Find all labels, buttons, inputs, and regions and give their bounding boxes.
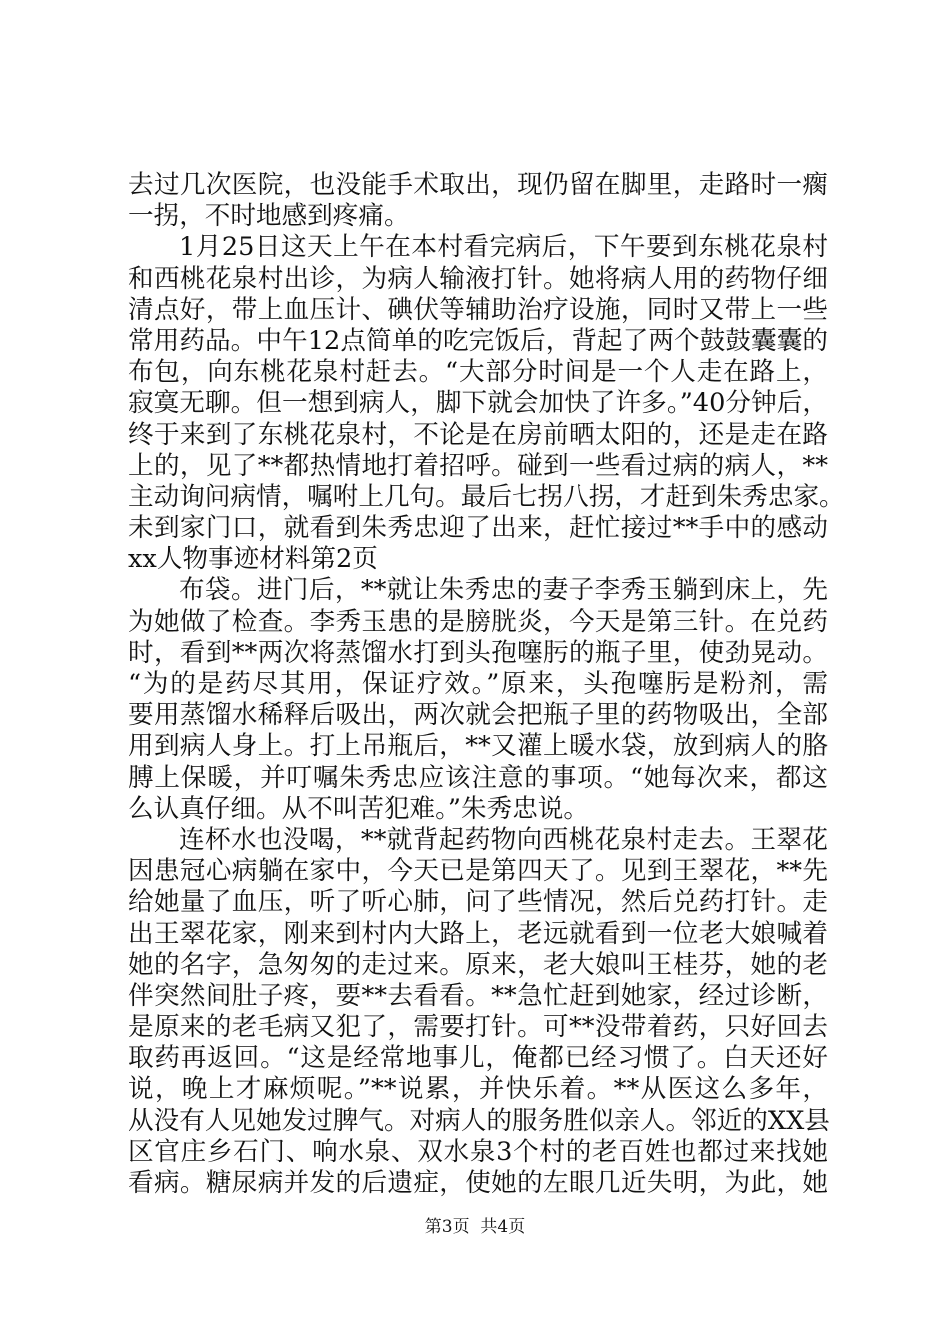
text-line: 未到家门口，就看到朱秀忠迎了出来，赶忙接过**手中的感动 (128, 513, 828, 544)
paragraph-2 (128, 232, 845, 575)
text-line: 寂寞无聊。但一想到病人，脚下就会加快了许多。”40分钟后， (128, 388, 828, 419)
text-line: 去过几次医院，也没能手术取出，现仍留在脚里，走路时一瘸 (128, 170, 828, 200)
paragraph-4 (128, 825, 828, 1199)
text-line: 因患冠心病躺在家中，今天已是第四天了。见到王翠花，**先 (128, 856, 828, 887)
text-line: 连杯水也没喝，**就背起药物向西桃花泉村走去。王翠花 (179, 824, 828, 855)
text-line: 给她量了血压，听了听心肺，问了些情况，然后兑药打针。走 (128, 887, 828, 918)
text-line: xx人物事迹材料第2页 (128, 544, 378, 575)
text-line: “为的是药尽其用，保证疗效。”原来，头孢噻肟是粉剂，需 (128, 669, 828, 699)
paragraph-1 (128, 170, 828, 232)
text-line: 清点好，带上血压计、碘伏等辅助治疗设施，同时又带上一些 (128, 294, 828, 325)
text-line: 么认真仔细。从不叫苦犯难。”朱秀忠说。 (128, 793, 589, 824)
text-line: 区官庄乡石门、响水泉、双水泉3个村的老百姓也都过来找她 (128, 1136, 828, 1167)
text-line: 用到病人身上。打上吊瓶后，**又灌上暖水袋，放到病人的胳 (128, 731, 828, 762)
text-line: 上的，见了**都热情地打着招呼。碰到一些看过病的病人，** (128, 450, 828, 481)
page-footer: 第3页 共4页 (424, 1217, 526, 1237)
text-line: 终于来到了东桃花泉村，不论是在房前晒太阳的，还是走在路 (128, 419, 828, 450)
text-line: 看病。糖尿病并发的后遗症，使她的左眼几近失明，为此，她 (128, 1168, 828, 1198)
text-line: 出王翠花家，刚来到村内大路上，老远就看到一位老大娘喊着 (128, 918, 828, 949)
text-line: 和西桃花泉村出诊，为病人输液打针。她将病人用的药物仔细 (128, 263, 828, 294)
text-line: 是原来的老毛病又犯了，需要打针。可**没带着药，只好回去 (128, 1012, 828, 1043)
text-line: 一拐，不时地感到疼痛。 (128, 201, 410, 232)
text-line: 膊上保暖，并叮嘱朱秀忠应该注意的事项。“她每次来，都这 (128, 762, 828, 793)
text-line: 1月25日这天上午在本村看完病后，下午要到东桃花泉村 (179, 232, 828, 263)
text-line: 为她做了检查。李秀玉患的是膀胱炎，今天是第三针。在兑药 (128, 606, 828, 637)
paragraph-3 (128, 575, 828, 825)
text-line: 从没有人见她发过脾气。对病人的服务胜似亲人。邻近的XX县 (128, 1105, 830, 1136)
text-line: 她的名字，急匆匆的走过来。原来，老大娘叫王桂芬，她的老 (128, 949, 828, 980)
text-line: 主动询问病情，嘱咐上几句。最后七拐八拐，才赶到朱秀忠家。 (128, 481, 845, 512)
text-line: 布包，向东桃花泉村赶去。“大部分时间是一个人走在路上， (128, 357, 828, 388)
document-body (128, 170, 845, 1199)
text-line: 伴突然间肚子疼，要**去看看。**急忙赶到她家，经过诊断， (128, 980, 828, 1011)
text-line: 布袋。进门后，**就让朱秀忠的妻子李秀玉躺到床上，先 (179, 575, 828, 606)
text-line: 时，看到**两次将蒸馏水打到头孢噻肟的瓶子里，使劲晃动。 (128, 637, 828, 668)
text-line: 取药再返回。“这是经常地事儿，俺都已经习惯了。白天还好 (128, 1043, 828, 1074)
text-line: 要用蒸馏水稀释后吸出，两次就会把瓶子里的药物吸出，全部 (128, 700, 828, 731)
text-line: 常用药品。中午12点简单的吃完饭后，背起了两个鼓鼓囊囊的 (128, 325, 828, 356)
text-line: 说，晚上才麻烦呢。”**说累，并快乐着。**从医这么多年， (128, 1074, 828, 1105)
